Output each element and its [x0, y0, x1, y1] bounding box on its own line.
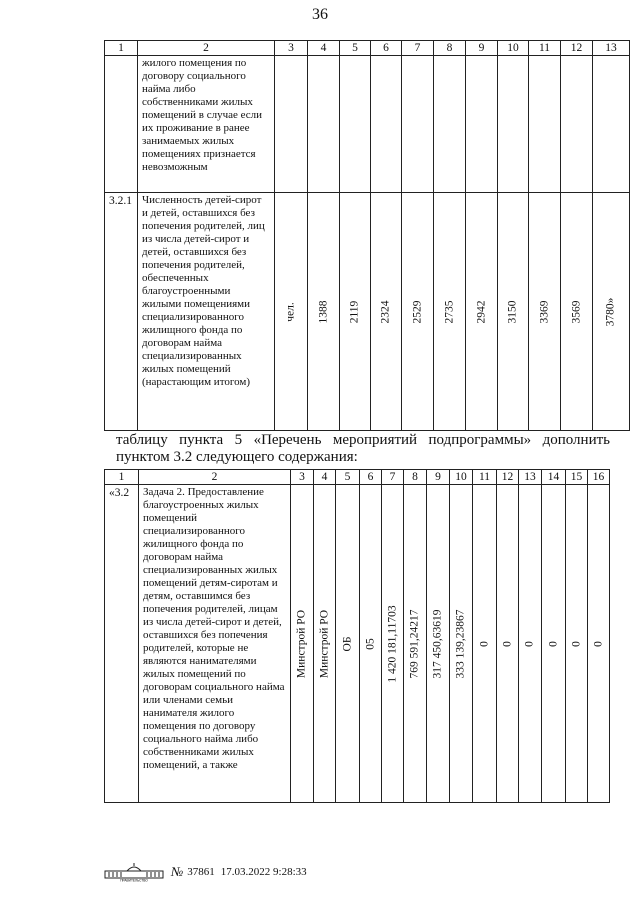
- row-number: «3.2: [105, 485, 139, 803]
- value: 3569: [570, 300, 582, 323]
- value-cell: [566, 485, 588, 803]
- header-cell: 11: [529, 41, 561, 56]
- value: 3780»: [604, 297, 617, 326]
- header-cell: 10: [450, 470, 473, 485]
- header-cell: 15: [566, 470, 588, 485]
- value: 0: [570, 640, 582, 647]
- value: 0: [478, 640, 490, 647]
- value-cell: [529, 193, 561, 431]
- cell: [561, 56, 593, 193]
- value: 0: [547, 640, 559, 647]
- cell: [402, 56, 434, 193]
- measures-table: [104, 469, 610, 803]
- value: 05: [364, 637, 376, 650]
- value-cell: [593, 193, 630, 431]
- row-number: 3.2.1: [105, 193, 138, 431]
- value-cell: [308, 193, 340, 431]
- value-cell: [291, 485, 314, 803]
- value: 3150: [506, 300, 519, 323]
- cell: [466, 56, 498, 193]
- indicator-name: Численность детей-сирот и детей, оставшихся без попечения родителей, лиц из числа детей-сирот и детей, оставшихся без попечения родителей, обеспеченных благоустроенными жилыми помещениями специализированного жилищного фонда по договорам найма специализированных жилых помещений (нарастающим итогом): [138, 193, 275, 431]
- cell: [371, 56, 402, 193]
- task-name: Задача 2. Предоставление благоустроенных жилых помещений специализированного жилищного фонда по договорам найма специализированных жилых помещений детям-сиротам и детям, оставшимся без попечения родителей, лицам из числа детей-сирот и детей, оставшихся без попечения родителей, которые не являются нанимателями жилых помещений по договорам социального найма или членами семьи нанимателя жилого помещения по договору социального найма либо собственниками жилых помещений, а также: [139, 485, 291, 803]
- value-cell: [450, 485, 473, 803]
- value-cell: [561, 193, 593, 431]
- header-cell: 4: [308, 41, 340, 56]
- government-building-logo-icon: [103, 862, 165, 882]
- value-cell: [588, 485, 610, 803]
- value: 1388: [317, 300, 329, 323]
- header-cell: 3: [275, 41, 308, 56]
- indicators-table: [104, 40, 630, 431]
- amendment-paragraph-line1: таблицу пункта 5 «Перечень мероприятий подпрограммы» дополнить: [116, 432, 610, 448]
- value-cell: [542, 485, 566, 803]
- value: 0: [523, 640, 536, 647]
- table-row: [105, 193, 630, 431]
- header-cell: 11: [473, 470, 497, 485]
- value-cell: [498, 193, 529, 431]
- value: 0: [592, 640, 604, 647]
- value: 2735: [443, 300, 455, 323]
- cell: [434, 56, 466, 193]
- cell: [340, 56, 371, 193]
- value-cell: [340, 193, 371, 431]
- cell: [529, 56, 561, 193]
- value: 1 420 181,11703: [386, 604, 398, 683]
- header-cell: 8: [404, 470, 427, 485]
- header-cell: 7: [382, 470, 404, 485]
- value-cell: [497, 485, 519, 803]
- cell: [308, 56, 340, 193]
- header-cell: 3: [291, 470, 314, 485]
- header-cell: 2: [139, 470, 291, 485]
- header-cell: 14: [542, 470, 566, 485]
- value-cell: [519, 485, 542, 803]
- cell: [498, 56, 529, 193]
- cell: [593, 56, 630, 193]
- header-cell: 16: [588, 470, 610, 485]
- value: 317 450,63619: [431, 609, 444, 678]
- value-cell: [402, 193, 434, 431]
- header-cell: 1: [105, 470, 139, 485]
- row-continuation-text: жилого помещения по договору социального найма либо собственниками жилых помещений в случае если их проживание в ранее занимаемых жилых помещениях признается невозможным: [138, 56, 275, 193]
- header-cell: 10: [498, 41, 529, 56]
- header-cell: 2: [138, 41, 275, 56]
- value: 2942: [475, 300, 487, 323]
- header-cell: 9: [427, 470, 450, 485]
- value: 2529: [411, 300, 423, 323]
- value-cell: [466, 193, 498, 431]
- table-header-row: [105, 41, 630, 56]
- page-number: 36: [312, 6, 328, 23]
- value-cell: [314, 485, 336, 803]
- value-cell: [434, 193, 466, 431]
- value-cell: [371, 193, 402, 431]
- table-row: [105, 485, 610, 803]
- header-cell: 6: [360, 470, 382, 485]
- value-cell: [427, 485, 450, 803]
- value-cell: [473, 485, 497, 803]
- header-cell: 4: [314, 470, 336, 485]
- amendment-paragraph-line2: пунктом 3.2 следующего содержания:: [116, 449, 358, 465]
- value: 769 591,24217: [408, 609, 421, 678]
- unit-cell: [275, 193, 308, 431]
- unit-value: чел.: [284, 301, 297, 322]
- document-datetime: 17.03.2022 9:28:33: [220, 866, 307, 878]
- cell: [105, 56, 138, 193]
- value: 333 139,23867: [454, 609, 467, 678]
- cell: [275, 56, 308, 193]
- value: 3369: [538, 300, 550, 323]
- document-number: 37861: [187, 866, 215, 878]
- header-cell: 9: [466, 41, 498, 56]
- header-cell: 8: [434, 41, 466, 56]
- value: ОБ: [341, 636, 353, 651]
- header-cell: 6: [371, 41, 402, 56]
- header-cell: 12: [561, 41, 593, 56]
- header-cell: 13: [519, 470, 542, 485]
- value-cell: [360, 485, 382, 803]
- document-footer: [103, 862, 307, 882]
- value-cell: [336, 485, 360, 803]
- header-cell: 5: [340, 41, 371, 56]
- value: 2119: [348, 300, 361, 323]
- logo-caption: ПРАВИТЕЛЬСТВО: [120, 878, 148, 882]
- value-cell: [404, 485, 427, 803]
- header-cell: 7: [402, 41, 434, 56]
- table-row: [105, 56, 630, 193]
- header-cell: 1: [105, 41, 138, 56]
- value-cell: [382, 485, 404, 803]
- value: 2324: [379, 300, 392, 323]
- header-cell: 5: [336, 470, 360, 485]
- number-sign: №: [171, 864, 184, 879]
- header-cell: 12: [497, 470, 519, 485]
- value: Минстрой РО: [295, 609, 308, 678]
- value: Минстрой РО: [318, 609, 330, 678]
- header-cell: 13: [593, 41, 630, 56]
- table-header-row: [105, 470, 610, 485]
- value: 0: [501, 640, 513, 647]
